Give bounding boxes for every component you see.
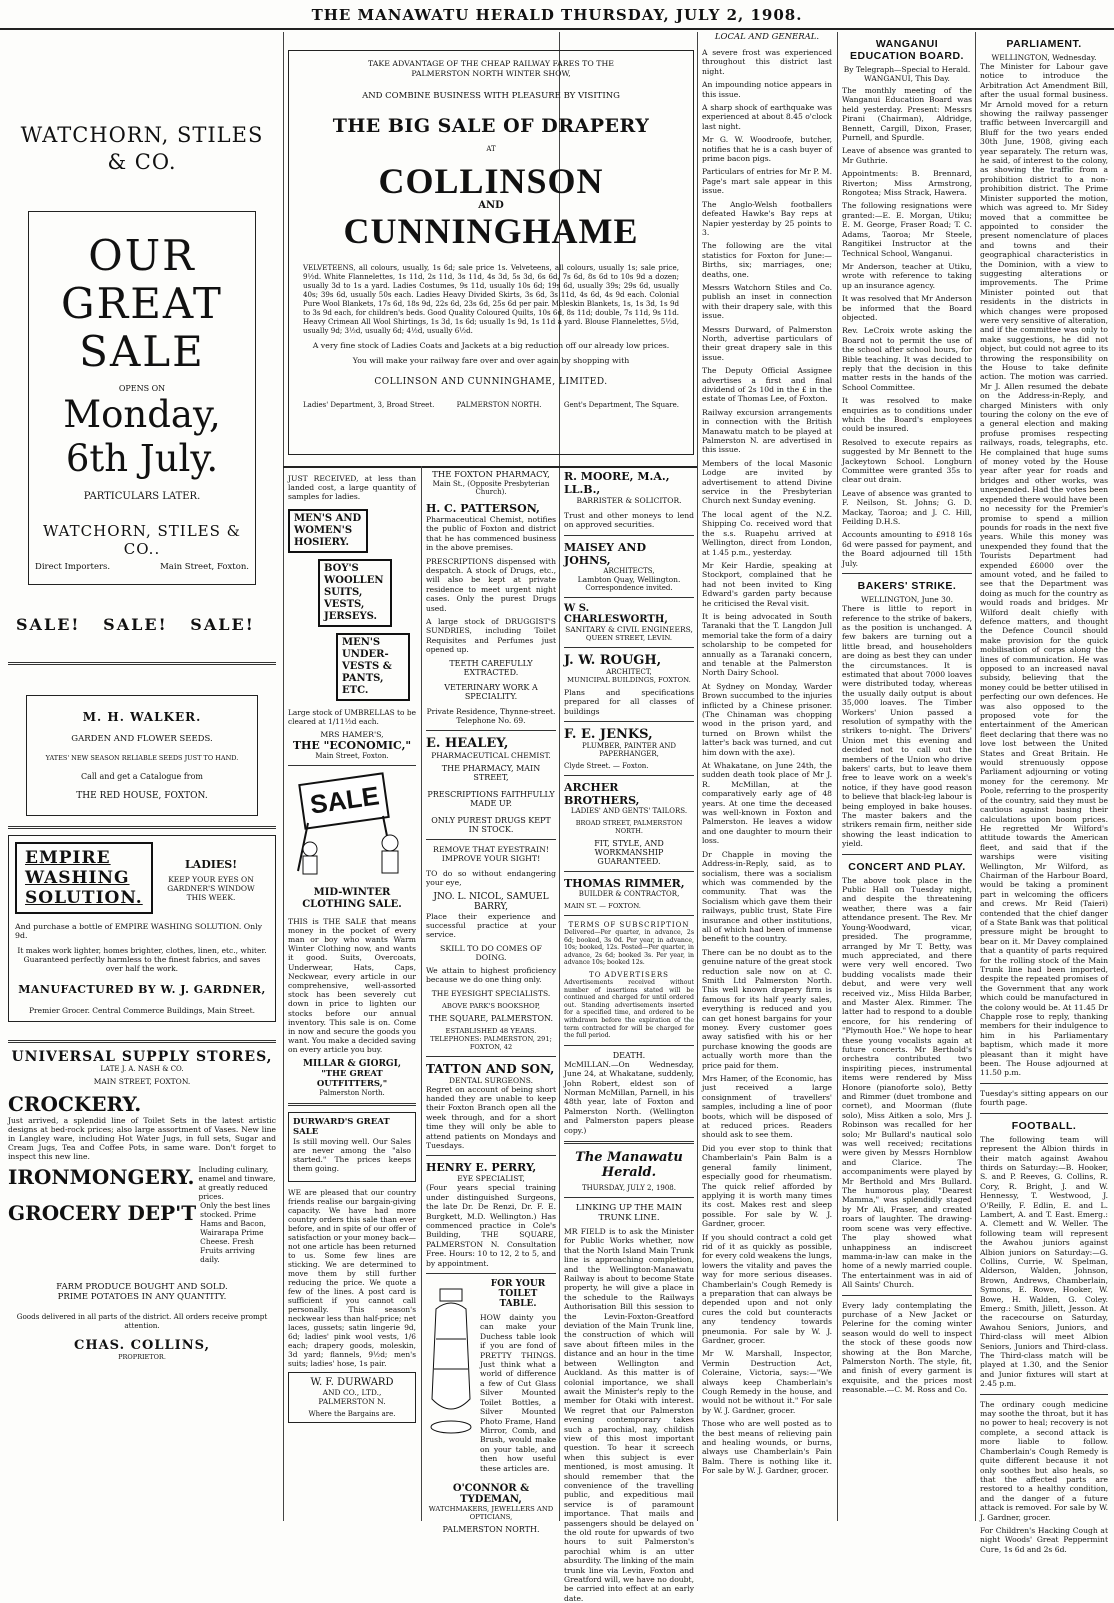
- bookshop: ABOVE PARK'S BOOKSHOP,: [441, 1001, 541, 1010]
- empire-word-2: WASHING: [25, 868, 130, 888]
- herald-date: THURSDAY, JULY 2, 1908.: [582, 1184, 676, 1192]
- linking-text: MR FIELD is to ask the Minister for Public Works whether, now that the North Island Main Trunk line is approaching completion, and the Wellington-Manawatu Railway is about to become State property, he will give a place in the schedule to the Railways Authorisation Bill this session to the Levin-Foxton-Greatford deviation of the Main Trunk line, the construction of which will save about fifteen miles in the distance and an hour in the time between Wellington and Auckland. As this matter is of colonial importance, we shall await the Minister's reply to the member for Otaki with interest. We regret that our Palmerston evening contemporary takes such a parochial, nay, childish view of this most important question. To hear it screech when this subject is ever mentioned, is most amusing. It should remember that the convenience of the travelling public, and expeditious mail service is of paramount importance. That mails and passengers should be delayed on the old route for upwards of two hours to suit Palmerston's parochial whim is an utter absurdity. The linking of the main trunk line via Levin, Foxton and Greatford will, we have no doubt, be carried into effect at an early date.: [564, 1227, 694, 1603]
- skill: SKILL TO DO COMES OF DOING.: [440, 943, 542, 962]
- railway-fare: You will make your railway fare over and over again by shopping with: [352, 356, 630, 365]
- local-item: Dr Chapple in moving the Address-in-Reply, said, as to socialism, there was a socialism which was commended by the community. That was the Socialism which gave them their railways, public trust, State Fire insurance and other institutions, all of which had been of immense benefit to the country.: [702, 849, 832, 944]
- healey-pharmacy: THE PHARMACY, MAIN STREET,: [441, 763, 541, 782]
- sale-word-sale: SALE: [79, 327, 205, 376]
- wanganui-item: Leave of absence was granted to F. Neilson, St. Johns; G. D. Mackay, Taoroa; and J. C. Hill, Feilding D.H.S.: [842, 488, 972, 527]
- terms-text: Delivered—Per quarter, in advance, 2s 6d; booked, 3s 0d. Per year, in advance, 10s; booked, 12s. Posted—Per quarter, in advance, 2s 6d; booked 3s. Per year, in advance 10s; booked 12s.: [564, 929, 694, 967]
- rough-address: MUNICIPAL BUILDINGS, FOXTON.: [567, 675, 691, 684]
- established: ESTABLISHED 48 YEARS.: [445, 1026, 537, 1035]
- walker-name: M. H. WALKER.: [82, 710, 202, 724]
- universal-street: MAIN STREET, FOXTON.: [93, 1077, 191, 1086]
- foxton-pharmacy: THE FOXTON PHARMACY,: [432, 470, 550, 480]
- column-rule: [283, 32, 284, 1521]
- crockery-heading: CROCKERY.: [8, 1092, 142, 1116]
- watchmakers: WATCHMAKERS, JEWELLERS AND OPTICIANS,: [428, 1504, 554, 1521]
- wanganui-heading: WANGANUI EDUCATION BOARD.: [850, 38, 964, 62]
- ladies-heading: LADIES!: [184, 858, 238, 871]
- wanganui-item: Leave of absence was granted to Mr Guthrie.: [842, 146, 972, 165]
- local-item: Mr W. Marshall, Inspector, Vermin Destruction Act, Coleraine, Victoria, says:—"We always keep Chamberlain's Cough Remedy in the house, and would not be without it." For sale by W. J. Gardner, grocer.: [702, 1349, 832, 1415]
- column-5: [702, 32, 832, 1521]
- local-item: The following are the vital statistics for Foxton for June:—Births, six; marriages, one; deaths, one.: [702, 241, 832, 279]
- gents-department: Gent's Department, The Square.: [563, 401, 679, 409]
- advertisers-heading: TO ADVERTISERS: [589, 971, 669, 979]
- attain: We attain to highest proficiency because we do one thing only.: [426, 965, 556, 985]
- this-is-the-sale: THIS is THE SALE that means money in the pocket of every man or boy who wants Warm Winter Clothing now, and wants it good. Suits, Overcoats, Underwear, Hats, Caps, Neckwear, every article in our comprehensive, well-assorted stock has been severely cut down in price to lighten our stocks before our annual inventory. This sale is on. Come in now and secure the goods you want. You make a decided saving on every article you buy.: [288, 916, 416, 1055]
- manufactured-by: MANUFACTURED BY W. J. GARDNER,: [18, 983, 266, 996]
- wanganui-item: Appointments: B. Brennard, Riverton; Miss Armstrong, Rongotea; Miss Strack, Hawera.: [842, 169, 972, 198]
- sale-sign-text: SALE: [308, 779, 382, 820]
- prime-potatoes: PRIME POTATOES IN ANY QUANTITY.: [57, 1292, 227, 1302]
- importers-label: Direct Importers.: [35, 562, 111, 572]
- walker-ad: [26, 695, 258, 816]
- column-rule: [975, 32, 976, 1521]
- archer-subtitle: LADIES' AND GENTS' TAILORS.: [570, 807, 688, 816]
- archer-name: ARCHER BROTHERS,: [564, 781, 640, 808]
- tatton-name: TATTON AND SON,: [426, 1061, 555, 1076]
- parliament-date: WELLINGTON, Wednesday.: [991, 53, 1097, 62]
- death-text: McMILLAN.—On Wednesday, June 24, at Whakatane, suddenly, John Robert, eldest son of Norman McMillan, Parnell, in his 48th year, late of Foxton and Palmerston North. (Wellington and Palmerston papers please copy.): [564, 1059, 694, 1135]
- archer-fit: FIT, STYLE, AND WORKMANSHIP GUARANTEED.: [594, 839, 664, 867]
- great-outfitters: "THE GREAT OUTFITTERS,": [316, 1068, 388, 1089]
- jenks-address: Clyde Street. — Foxton.: [564, 762, 649, 771]
- local-item: Messrs Durward, of Palmerston North, advertise particulars of their great drapery sale in this issue.: [702, 324, 832, 362]
- linking-heading: LINKING UP THE MAIN TRUNK LINE.: [575, 1203, 683, 1223]
- opens-on: OPENS ON: [118, 384, 166, 393]
- just-received: JUST RECEIVED, at less than landed cost, a large quantity of samples for ladies.: [288, 474, 416, 502]
- toilet-heading: FOR YOUR TOILET TABLE.: [490, 1279, 546, 1310]
- crockery-text: Just arrived, a splendid line of Toilet Sets in the latest artistic designs at bed-rock prices; also large assortment of Vases. New line in Langley ware, including Hot Water Jugs, in full sets, Sugar and Cream Jugs, Tea and Coffee Pots, in same ware. Don't forget to inspect this new line.: [8, 1116, 276, 1161]
- midwinter-heading: MID-WINTER CLOTHING SALE.: [302, 886, 402, 910]
- wanganui-item: Rev. LeCroix wrote asking the Board not to permit the use of the school after school hours, for Bible teaching. It was decided to reply that the decision in this matter rests in the hands of the School Committee.: [842, 326, 972, 392]
- croup-text: For Children's Hacking Cough at night Woods' Great Peppermint Cure, 1s 6d and 2s 6d.: [980, 1525, 1108, 1554]
- bakers-date: WELLINGTON, June 30.: [860, 595, 954, 605]
- maisey-subtitle: ARCHITECTS,: [603, 566, 655, 575]
- local-item: The Anglo-Welsh footballers defeated Hawke's Bay reps at Napier yesterday by 25 points to 3.: [702, 199, 832, 237]
- rough-text: Plans and specifications prepared for all classes of buildings: [564, 687, 694, 716]
- football-heading: FOOTBALL.: [1011, 1119, 1077, 1132]
- toilet-bottle-illustration: [426, 1279, 476, 1439]
- cough-text: The ordinary cough medicine may soothe the throat, but it has no power to heal; recovery is not complete, a second attack is more liable to follow. Chamberlain's Cough Remedy is quite different because it not only soothes but also heals, so that the affected parts are restored to a healthy condition, and the danger of a future attack is removed. For sale by W. J. Gardner, grocer.: [980, 1399, 1108, 1522]
- millar-giorgi: MILLAR & GIORGI,: [303, 1058, 401, 1069]
- universal-name: UNIVERSAL SUPPLY STORES,: [11, 1049, 273, 1065]
- empire-text: It makes work lighter, homes brighter, clothes, linen, etc., whiter. Guaranteed perfectly harmless to the finest fabrics, and saves over half the work.: [17, 946, 267, 973]
- we-are-pleased: WE are pleased that our country friends realise our bargain-giving capacity. We have had more country orders this sale than ever before, and in spite of our offer of satisfaction or your money back—not one article has been returned to us. Some few lines are sticking. We are determined to move them by still further reducing the price. We quote a few of the lines. A post card is sufficient if you cannot call personally. This season's neckwear less than half-price; net laces, gussets; satin lingerie 9d, 6d; ladies' pink wool vests, 1/6 each; drapery goods, moleskin, 3d yard; flannels, 9½d; men's suits; ladies' hose, 1s pair.: [288, 1188, 416, 1369]
- ladies-department: Ladies' Department, 3, Broad Street.: [303, 401, 435, 409]
- rimmer-subtitle: BUILDER & CONTRACTOR,: [578, 890, 680, 899]
- durward-box: [288, 1112, 416, 1183]
- wanganui-item: Mr Anderson, teacher at Utiku, wrote with reference to taking up an insurance agency.: [842, 261, 972, 290]
- charlesworth-name: W S. CHARLESWORTH,: [564, 602, 668, 625]
- local-item: Mr G. W. Woodroofe, butcher, notifies that he is a cash buyer of prime bacon pigs.: [702, 135, 832, 164]
- moore-name: R. MOORE, M.A., LL.B.,: [564, 470, 670, 496]
- dental-text: Regret on account of being short handed they are unable to keep their Foxton Branch open all the week through, and for a short time they will only be able to attend patients on Mondays and Tuesdays.: [426, 1084, 556, 1150]
- ironmongery-heading: IRONMONGERY.: [8, 1165, 195, 1189]
- teeth-extracted: TEETH CAREFULLY EXTRACTED.: [449, 658, 533, 677]
- collins-name: CHAS. COLLINS,: [73, 1338, 211, 1353]
- every-lady: Every lady contemplating the purchase of a New Jacket or Pelerine for the coming winter season would do well to inspect the stock of these goods now showing at the Bon Marche, Palmerston North. The style, fit, and finish of every garment is exquisite, and the prices most reasonable.—C. M. Ross and Co.: [842, 1300, 972, 1395]
- durward-heading: DURWARD'S GREAT SALE: [293, 1116, 390, 1137]
- velveteens-text: VELVETEENS, all colours, usually, 1s 6d; sale price 1s. Velveteens, all colours, usually 1s; sale price, 9½d. White Flannelettes, 1s 11d, 2s 11d, 3s 11d, 4s 3d, 5s 3d, 6s 6d, 7s 6d, 8s 6d to 10s 9d a dozen; usually 3d to 1s a yard. Ladies Costumes, 9s 11d, usually 10s 6d; 19s 6d, usually 39s; 29s 6d, usually 40s; 39s 6d, usually 50s each. Ladies Heavy Divided Skirts, 3s 6d, 3s 11d, 4s 6d, 4s 9d each. Colonial Pure Wool Blankets, 17s 6d, 18s 9d, 22s 6d, 23s 6d, 25s 6d per pair. Moleskin Blankets, 1s, 1s 3d, 1s 9d to 3s 9d each, for children's beds. Good Quality Coloured Quilts, 10s 6d, 8s 11d; double, 7s 11d, 9s 11d. Heavy Crimean All Wool Shirtings, 1s 3d, 1s 6d; usually 1s 9d, 1s 11d a yard. Blouse Flannelettes, 5½d, usually 9d; 3½d, usually 6d; 4½d, usually 6½d.: [303, 263, 679, 335]
- goods-delivered: Goods delivered in all parts of the district. All orders receive prompt attention.: [16, 1312, 268, 1330]
- hosiery-stamp: MEN'S AND WOMEN'S HOSIERY.: [288, 509, 368, 553]
- masthead: THE MANAWATU HERALD THURSDAY, JULY 2, 1908.: [0, 0, 1114, 30]
- local-item: Particulars of entries for Mr P. M. Page's mart sale appear in this issue.: [702, 167, 832, 196]
- moore-text: Trust and other moneys to lend on approved securities.: [564, 511, 694, 530]
- archer-address: BROAD STREET, PALMERSTON NORTH.: [575, 819, 683, 836]
- sale-word-great: GREAT: [61, 279, 223, 328]
- local-item: Mrs Hamer, of the Economic, has just received a large consignment of travellers' samples, including a line of poor boots, which will be disposed of at reduced prices. Readers should ask to see them.: [702, 1074, 832, 1140]
- durward-text: Is still moving well. Our Sales are never among the "also started." The prices keeps them going.: [293, 1136, 411, 1174]
- column-4: [564, 470, 694, 1603]
- collinson-word: COLLINSON: [378, 161, 604, 201]
- column-6: [842, 32, 972, 1521]
- wanganui-item: The monthly meeting of the Wanganui Education Board was held yesterday. Present: Messrs Pirani (Chairman), Aldridge, Bennett, Cargill, Dixon, Fraser, Purnell, and Spurdle.: [842, 86, 972, 143]
- walker-subtitle: GARDEN AND FLOWER SEEDS.: [71, 734, 213, 744]
- rough-subtitle: ARCHITECT,: [606, 667, 652, 676]
- sale-banner: SALE! SALE! SALE!: [16, 615, 255, 634]
- wanganui-by: By Telegraph—Special to Herald.: [843, 65, 971, 74]
- empire-buy: And purchase a bottle of EMPIRE WASHING SOLUTION. Only 9d.: [15, 922, 263, 940]
- grocery-text: Only the best lines stocked. Prime Hams and Bacon, Wairarapa Prime Cheese. Fresh Fruits arriving daily.: [200, 1201, 271, 1264]
- local-item: Mr Keir Hardie, speaking at Stockport, complained that he had not been invited to King Edward's garden party because he criticised the Reval visit.: [702, 560, 832, 608]
- rimmer-name: THOMAS RIMMER,: [564, 877, 685, 891]
- local-item: Those who are well posted as to the best means of relieving pain and healing wounds, or burns, always use Chamberlain's Pain Balm. There is nothing like it. For sale by W. J. Gardner, grocer.: [702, 1419, 832, 1476]
- walker-seeds: YATES' NEW SEASON RELIABLE SEEDS JUST TO HAND.: [45, 754, 239, 762]
- farm-produce: FARM PRODUCE BOUGHT AND SOLD.: [56, 1282, 228, 1292]
- nicol-barry: JNO. L. NICOL, SAMUEL BARRY,: [433, 891, 549, 912]
- collinson-ad: [288, 50, 694, 455]
- moore-subtitle: BARRISTER & SOLICITOR.: [576, 496, 682, 505]
- local-item: A sharp shock of earthquake was experienced at about 8.45 o'clock last night.: [702, 103, 832, 131]
- grocery-heading: GROCERY DEP'T: [8, 1201, 197, 1225]
- nicol-text: Place their experience and successful practice at your service.: [426, 911, 556, 940]
- local-item: It is being advocated in South Taranaki that the T. Langdon Jull memorial take the form of a dairy scholarship to be competed for annually as a Taranaki concern, and tenable at the Palmerston North Dairy School.: [702, 611, 832, 678]
- fine-stock: A very fine stock of Ladies Coats and Jackets at a big reduction off our already low prices.: [312, 341, 670, 350]
- walker-call: Call and get a Catalogue from: [80, 772, 204, 781]
- the-square: THE SQUARE, PALMERSTON.: [428, 1013, 554, 1023]
- oconnor-place: PALMERSTON NORTH.: [442, 1524, 540, 1534]
- local-item: The local agent of the N.Z. Shipping Co. received word that the s.s. Ruapehu arrived at Wellington, direct from London, at 1.45 p.m., yesterday.: [702, 509, 832, 557]
- economic-name: THE "ECONOMIC,": [292, 738, 412, 752]
- economic-address: Main Street, Foxton.: [315, 751, 389, 760]
- parliament-text: The Minister for Labour gave notice to introduce the Arbitration Act Amendment Bill, after the usual formal business. Mr Arnold moved for a return showing the railway passenger traffic between Invercargill and Bluff for the two years ended 30th June, 1908, giving each year separately. The return was, he said, of interest to the colony, as showing the traffic from a prohibition district to a non-prohibition district. The Prime Minister supported the motion, which was agreed to. Mr Sidey moved that a committee be appointed to consider the present nomenclature of places and towns and their geographical characteristics in the Dominion, with a view to suggesting alterations or improvements. The Prime Minister pointed out that residents in the districts in which changes were proposed were very sensitive of alteration, and if the committee was only to make suggestions, he did not object, but could not agree to its throwing the responsibility on the House to take definite action. The motion was carried. Mr J. Allen resumed the debate on the Address-in-Reply, and charged Ministers with only touring the colony on the eve of a general election and making profuse promises respecting railways, roads, telegraphs, etc. He complained that huge sums of money voted by the House year after year for roads and bridges and other works, was unexpended. Had the votes been expended there would have been no necessity for the Premier's promise to spend a million pounds for roads in the next five years. While this money was unexpended they found that the Tourists Department had expended £6000 over the amount voted, and he failed to see that the Department was doing as much for the country as would roads and bridges. Mr Wilford dealt chiefly with defence matters, and thought the Defence Council should make provision for the quick mobilisation of corps along the lines of communication. He was opposed to an increased naval subsidy, believing that the money could be better utilised in perfecting our own defences. He was also opposed to the proposed vote for the entertainment of the American fleet declaring that there was no love lost between the United States and Great Britain. He would strenuously oppose Parliament adjourning or voting money for the ceremony. Mr Poole, referring to the prosperity of the country, said they must be cautious against basing their calculations upon boom prices. He regretted Mr Wilford's attitude towards the American fleet, and said that if the warships were visiting Wellington, Mr Wilford, as Chairman of the Harbour Board, would be taking a prominent part in welcoming the officers and crews. Mr Reid (Taieri) contended that the chief danger of a State Bank was that political pressure might be brought to bear on it. Mr Davey complained that a quantity of parts required for the rolling stock of the Main Trunk line had been imported, despite the repeated promises of the Government that any work which could be manufactured in the colony would be. At 11.45 Dr Chapple rose to reply, thanking members for their indulgence to him in his Parliamentary baptism, which made it more pleasant than it might have been. The House adjourned at 11.50 p.m.: [980, 62, 1108, 1078]
- perry-name: HENRY E. PERRY,: [426, 1161, 537, 1175]
- watchorn-heading: WATCHORN, STILES & CO.: [20, 123, 264, 174]
- local-item: Railway excursion arrangements in connection with the British Manawatu match to be played at Palmerston N. are advertised in this issue.: [702, 407, 832, 455]
- sale-illustration: [288, 771, 416, 883]
- bakers-text: There is little to report in reference to the strike of bakers, as the position is unchanged. A few bakers are turning out a little bread, and householders are doing as best they can under the circumstances. It is estimated that about 7000 loaves were distributed today, whereas the usually daily output is about 35,000 loaves. The Timber Workers' Union passed a resolution of sympathy with the strikers to-night. The Drivers' Union met this evening and decided not to call out the members of the Union who drive bakers' carts, but to leave them free to leave work on a week's notice, if they have good reason to believe that black-leg labour is being employed in bake houses. The master bakers and the strikers remain firm, neither side showing the least indication to yield.: [842, 604, 972, 849]
- collinson-logo: [303, 163, 679, 249]
- palmerston-north: PALMERSTON NORTH.: [456, 401, 542, 409]
- watchorn-footer: WATCHORN, STILES & CO..: [42, 522, 242, 558]
- concert-heading: CONCERT AND PLAY.: [848, 860, 966, 873]
- jenks-name: F. E. JENKS,: [564, 727, 653, 743]
- patterson-text: Pharmaceutical Chemist, notifies the public of Foxton and district that he has commenced business in the above premises.: [426, 515, 556, 553]
- local-item: A severe frost was experienced throughout this district last night.: [702, 48, 832, 76]
- eyesight-specialists: THE EYESIGHT SPECIALISTS.: [431, 988, 551, 998]
- telephones: TELEPHONES: PALMERSTON, 291; FOXTON, 42: [430, 1034, 552, 1051]
- column-rule: [837, 32, 838, 1521]
- herald-title: The Manawatu Herald.: [575, 1150, 683, 1180]
- private-residence: Private Residence, Thynne-street. Telephone No. 69.: [426, 706, 556, 725]
- empire-word-1: EMPIRE: [25, 848, 111, 868]
- column-3: [426, 470, 556, 1534]
- concert-text: The above took place in the Public Hall on Tuesday night, and despite the threatening weather, there was a fair attendance present. The Rev. Mr Young-Woodward, vicar, presided. The programme, arranged by Mr T. Betty, was much appreciated, and there were very well encored. Two budding vocalists made their debut, and were very well received viz., Miss Hilda Barber, and Master Alex. Rimmer. The latter had to respond to a double encore, for his rendering of "Plymouth Hoe." We hope to hear these young vocalists again at future concerts. Mr Berthold's orchestra contributed two inspiriting pieces, instrumental items were rendered by Miss Honore (pianoforte solo), Betty and Rimmer (duet trombone and cornet), and Moorman (flute solo), Miss Aitken a solo, Mrs J. Robinson was recalled for her solo; Mr Bullard's nautical solo was well received; recitations were given by Messrs Hornblow and Clarice. The accompaniments were played by Mr Berthold and Mrs Bullard. The humorous play, "Dearest Mamma," was splendidly staged by Mr Ali, Fraser, and created roars of laughter. The drawing-room scene was very effective. The play showed what unhappiness an indiscreet mamma-in-law can make in the home of a newly married couple. The entertainment was in aid of All Saints' Church.: [842, 875, 972, 1290]
- correspondence: Correspondence invited.: [585, 583, 673, 592]
- column-rule: [697, 32, 698, 1521]
- parliament-heading: PARLIAMENT.: [1006, 38, 1082, 50]
- empire-word-3: SOLUTION.: [25, 888, 143, 908]
- durward-footer: [288, 1372, 416, 1423]
- patterson-name: H. C. PATTERSON,: [426, 502, 540, 515]
- rimmer-address: MAIN ST. — FOXTON.: [564, 902, 641, 911]
- local-item: Did you ever stop to think that Chamberlain's Pain Balm is a general family liniment, especially good for rheumatism. The quick relief afforded by applying it is worth many times its cost. Makes rest and sleep possible. For sale by W. J. Gardner, grocer.: [702, 1143, 832, 1229]
- rough-name: J. W. ROUGH,: [564, 652, 662, 668]
- local-item: Messrs Watchorn Stiles and Co. publish an inset in connection with their drapery sale, with this issue.: [702, 282, 832, 321]
- underwear-stamp: MEN'S UNDER-VESTS & PANTS, ETC.: [336, 633, 410, 701]
- ironmongery-text: Including culinary, enamel and tinware, at greatly reduced prices.: [198, 1165, 276, 1201]
- premier-grocer: Premier Grocer. Central Commerce Buildings, Main Street.: [29, 1006, 255, 1015]
- wanganui-item: The following resignations were granted:—E. E. Morgan, Utiku; E. M. George, Fraser Road; T. C. Adams, Taoroa; Mr Steele, Rangitikei Instructor at the Technical School, Wanganui.: [842, 201, 972, 258]
- column-2: [288, 470, 416, 1521]
- tuesday-sitting: Tuesday's sitting appears on our fourth page.: [980, 1088, 1108, 1108]
- wanganui-item: It was resolved to make enquiries as to conditions under which the Board's employees could be insured.: [842, 396, 972, 434]
- big-sale-drapery: THE BIG SALE OF DRAPERY: [332, 115, 650, 137]
- dental-surgeons: DENTAL SURGEONS.: [449, 1075, 533, 1085]
- pharmacy-address: Main St., (Opposite Presbyterian Church).: [432, 480, 550, 496]
- empire-ad: [8, 835, 276, 1022]
- sale-word-our: OUR: [88, 231, 196, 280]
- local-item: There can be no doubt as to the genuine nature of the great stock reduction sale now on at C. Smith Ltd Palmerston North. This well known drapery firm is famous for its half yearly sales, everything is reduced and you can get honest bargains for your money. Every customer goes away satisfied with his or her purchase knowing the goods are actually worth more than the price paid for them.: [702, 947, 832, 1070]
- local-general-heading: LOCAL AND GENERAL.: [714, 32, 820, 42]
- and-word: AND: [478, 200, 504, 211]
- football-text: The following team will represent the Albion thirds in their match against Awahou thirds on Saturday:—B. Hooker, S. and P. Reeves, G. Collins, R. Cory, R. Bright, J. and W. Hennessy, T. Westwood, J. O'Reilly, F. Edlin, E. and L. Lambert, A. and T. East. Emerg.: A. Clemett and W. Weller. The following team will represent the Awahou juniors against Albion juniors on Saturday:—G. Collins, Currie, W. Spelman, Alderson, Walden, Johnson, Brown, Andrews, Chamberlain, Symons, E. Rowe, Hooker, W. Bowe, H. Walden, G. Coley. Emerg.: Smith, Jillett, Jesson. At the racecourse on Saturday, Awahou Seniors, Juniors, and Third-class will meet Albion Seniors, Juniors and Third-class. The Third-class match will be played at 1.30, and the Senior and Junior fixtures will start at 2.45 p.m.: [980, 1134, 1108, 1389]
- local-item: The Deputy Official Assignee advertises a first and final dividend of 2s 10d in the £ in the estate of Thomas Lee, of Foxton.: [702, 366, 832, 404]
- faithfully-made: PRESCRIPTIONS FAITHFULLY MADE UP.: [427, 789, 555, 808]
- local-item: At Sydney on Monday, Warder Brown succumbed to the injuries inflicted by a Chinese prisoner. (The Chinaman was chopping wood in the prison yard, and turned on Brown whilst the latter's back was turned, and cut him down with the axe).: [702, 681, 832, 757]
- column-1: [8, 32, 276, 1521]
- sundries-text: A large stock of DRUGGIST'S SUNDRIES, including Toilet Requisites and Perfumes just opened up.: [426, 617, 556, 655]
- advertisers-text: Advertisements received without number of insertions stated will be continued and charged for until ordered out. Standing advertisements inserted for a specified time, and ordered to be withdrawn before the expiration of the term contracted for will be charged for the full period.: [564, 979, 694, 1040]
- prescriptions-text: PRESCRIPTIONS dispensed with despatch. A stock of Drugs, etc., will also be kept at private residence to meet urgent night cases. Only the purest Drugs used.: [426, 556, 556, 613]
- death-heading: DEATH.: [612, 1050, 646, 1060]
- local-items: [702, 48, 832, 1476]
- local-item: Members of the local Masonic Lodge are invited by advertisement to attend Divine service in the Presbyterian Church next Sunday evening.: [702, 458, 832, 506]
- outfitters-address: Palmerston North.: [319, 1088, 385, 1097]
- jenks-subtitle: PLUMBER, PAINTER AND PAPERHANGER,: [581, 742, 677, 759]
- durward-bargains: Where the Bargains are.: [308, 1410, 396, 1419]
- local-item: An impounding notice appears in this issue.: [702, 80, 832, 99]
- cunninghame-word: CUNNINGHAME: [343, 211, 639, 251]
- local-item: At Whakatane, on June 24th, the sudden death took place of Mr J. R. McMillan, at the comparatively early age of 48 years. At one time the deceased was well-known in Foxton and Palmerston. He leaves a widow and one daughter to mourn their loss.: [702, 761, 832, 846]
- charlesworth-address: QUEEN STREET, LEVIN.: [585, 633, 673, 642]
- sale-day: Monday,: [63, 393, 221, 436]
- wanganui-item: It was resolved that Mr Anderson be informed that the Board objected.: [842, 294, 972, 322]
- importers-address: Main Street, Foxton.: [160, 562, 249, 572]
- boys-stamp: BOY'S WOOLLEN SUITS, VESTS, JERSEYS.: [318, 559, 392, 627]
- local-item: If you should contract a cold get rid of it as quickly as possible, for every cold weakens the lungs, lowers the vitality and paves the way for more serious diseases. Chamberlain's Cough Remedy is a preparation that can always be depended upon and not only cures the cold but counteracts any tendency towards pneumonia. For sale by W. J. Gardner, grocer.: [702, 1232, 832, 1345]
- toilet-text: HOW dainty you can make your Duchess table look if you are fond of PRETTY THINGS. Just think what a world of difference a few of Cut Glass Silver Mounted Toilet Bottles, a Silver Mounted Photo Frame, Hand Mirror, Comb, and Brush, would make on your table, and then how useful these articles are.: [480, 1313, 556, 1473]
- durward-name: W. F. DURWARD: [310, 1377, 394, 1389]
- particulars-later: PARTICULARS LATER.: [83, 491, 201, 502]
- healey-name: E. HEALEY,: [426, 735, 509, 751]
- maisey-name: MAISEY AND JOHNS,: [564, 540, 646, 567]
- universal-late: LATE J. A. NASH & CO.: [100, 1065, 184, 1073]
- sale-date: 6th July.: [65, 437, 219, 480]
- hamer-name: MRS HAMER'S,: [320, 729, 384, 739]
- railway-fares: TAKE ADVANTAGE OF THE CHEAP RAILWAY FARES TO THE PALMERSTON NORTH WINTER SHOW,: [368, 59, 614, 78]
- collins-proprietor: PROPRIETOR.: [118, 1353, 166, 1361]
- universal-ad: [8, 1049, 276, 1361]
- purest-drugs: ONLY PUREST DRUGS KEPT IN STOCK.: [431, 815, 551, 834]
- umbrellas: Large stock of UMBRELLAS to be cleared at 1/11½d each.: [288, 707, 416, 726]
- empire-logo: [15, 842, 153, 914]
- charlesworth-subtitle: SANITARY & CIVIL ENGINEERS,: [565, 624, 693, 634]
- durward-place: PALMERSTON N.: [318, 1397, 386, 1407]
- oconnor-tydeman: O'CONNOR & TYDEMAN,: [452, 1482, 530, 1505]
- veterinary-work: VETERINARY WORK A SPECIALITY.: [444, 682, 538, 701]
- terms-heading: TERMS OF SUBSCRIPTION: [568, 921, 690, 930]
- ladies-text: KEEP YOUR EYES ON GARDNER'S WINDOW THIS WEEK.: [167, 875, 255, 902]
- great-sale-box: [28, 211, 256, 585]
- walker-house: THE RED HOUSE, FOXTON.: [76, 791, 208, 801]
- durward-co: AND CO., LTD.,: [322, 1388, 382, 1398]
- to-do-so: TO do so without endangering your eye,: [426, 868, 556, 888]
- big-sale-at: AT: [486, 145, 496, 153]
- wanganui-item: Accounts amounting to £918 16s 6d were passed for payment, and the Board adjourned till 15th July.: [842, 530, 972, 568]
- collinson-limited: COLLINSON AND CUNNINGHAME, LIMITED.: [374, 377, 608, 387]
- maisey-address: Lambton Quay, Wellington.: [577, 574, 681, 584]
- wanganui-item: Resolved to execute repairs as suggested by Mr Bennett to the Jackeytown School. Longburn Committee were granted 35s to clear out drain.: [842, 437, 972, 485]
- healey-subtitle: PHARMACEUTICAL CHEMIST.: [431, 750, 551, 760]
- wanganui-date: WANGANUI, This Day.: [864, 74, 950, 83]
- perry-subtitle: EYE SPECIALIST,: [457, 1174, 525, 1184]
- bakers-heading: BAKERS' STRIKE.: [857, 580, 957, 593]
- eyestrain: REMOVE THAT EYESTRAIN! IMPROVE YOUR SIGHT!: [432, 844, 550, 863]
- combine-business: AND COMBINE BUSINESS WITH PLEASURE BY VISITING: [362, 91, 620, 101]
- column-7: [980, 32, 1108, 1554]
- perry-text: (Four years special training under distinguished Surgeons, the late Dr. De Renzi, Dr. F. E. Burgkett, M.D. Wellington.) Has commenced practice in Cole's Building, THE SQUARE, PALMERSTON N. Consultation Free. Hours: 10 to 12, 2 to 5, and by appointment.: [426, 1183, 556, 1268]
